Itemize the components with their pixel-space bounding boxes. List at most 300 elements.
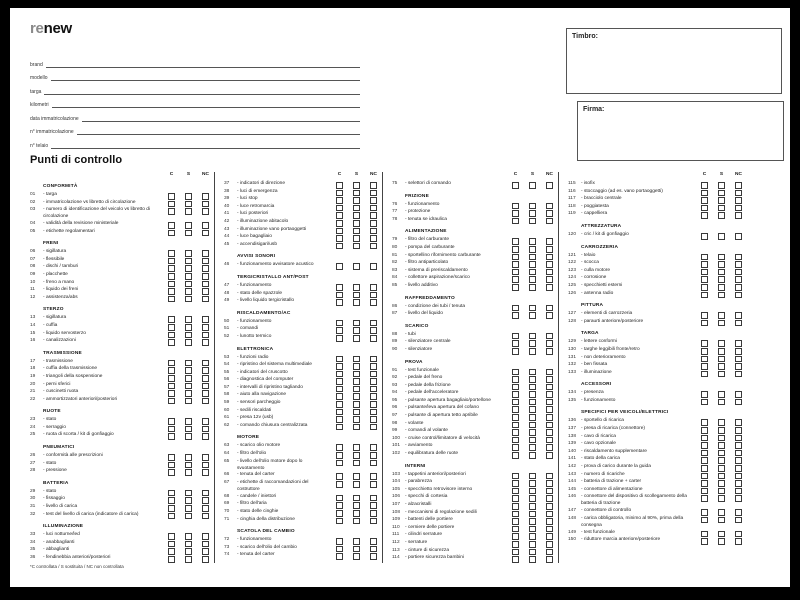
checkbox-s[interactable]: [353, 510, 360, 517]
checkbox-nc[interactable]: [202, 383, 209, 390]
checkbox-s[interactable]: [529, 238, 536, 245]
checkbox-c[interactable]: [336, 386, 343, 393]
checkbox-nc[interactable]: [546, 549, 553, 556]
checkbox-nc[interactable]: [370, 386, 377, 393]
checkbox-s[interactable]: [185, 556, 192, 563]
checkbox-c[interactable]: [701, 517, 708, 524]
checkbox-c[interactable]: [512, 348, 519, 355]
checkbox-s[interactable]: [185, 230, 192, 237]
checkbox-c[interactable]: [168, 505, 175, 512]
checkbox-nc[interactable]: [370, 190, 377, 197]
checkbox-nc[interactable]: [735, 276, 742, 283]
checkbox-s[interactable]: [529, 541, 536, 548]
checkbox-c[interactable]: [168, 556, 175, 563]
checkbox-nc[interactable]: [735, 363, 742, 370]
checkbox-c[interactable]: [336, 197, 343, 204]
checkbox-c[interactable]: [336, 518, 343, 525]
checkbox-s[interactable]: [718, 531, 725, 538]
checkbox-nc[interactable]: [370, 553, 377, 560]
checkbox-c[interactable]: [336, 553, 343, 560]
checkbox-c[interactable]: [512, 246, 519, 253]
checkbox-s[interactable]: [353, 444, 360, 451]
checkbox-s[interactable]: [718, 312, 725, 319]
checkbox-nc[interactable]: [735, 356, 742, 363]
checkbox-s[interactable]: [353, 378, 360, 385]
checkbox-s[interactable]: [353, 356, 360, 363]
checkbox-nc[interactable]: [735, 292, 742, 299]
checkbox-c[interactable]: [168, 281, 175, 288]
checkbox-nc[interactable]: [370, 284, 377, 291]
checkbox-s[interactable]: [529, 452, 536, 459]
checkbox-s[interactable]: [718, 276, 725, 283]
checkbox-c[interactable]: [512, 369, 519, 376]
checkbox-s[interactable]: [353, 363, 360, 370]
checkbox-s[interactable]: [353, 452, 360, 459]
checkbox-nc[interactable]: [370, 363, 377, 370]
checkbox-nc[interactable]: [370, 335, 377, 342]
checkbox-nc[interactable]: [735, 212, 742, 219]
checkbox-c[interactable]: [168, 360, 175, 367]
checkbox-nc[interactable]: [370, 243, 377, 250]
checkbox-c[interactable]: [512, 254, 519, 261]
checkbox-s[interactable]: [718, 495, 725, 502]
checkbox-c[interactable]: [701, 197, 708, 204]
checkbox-nc[interactable]: [546, 406, 553, 413]
checkbox-nc[interactable]: [546, 340, 553, 347]
checkbox-nc[interactable]: [546, 269, 553, 276]
checkbox-c[interactable]: [336, 235, 343, 242]
checkbox-c[interactable]: [336, 495, 343, 502]
checkbox-nc[interactable]: [370, 228, 377, 235]
checkbox-s[interactable]: [185, 222, 192, 229]
checkbox-s[interactable]: [718, 488, 725, 495]
checkbox-nc[interactable]: [202, 250, 209, 257]
checkbox-s[interactable]: [353, 553, 360, 560]
checkbox-nc[interactable]: [370, 320, 377, 327]
checkbox-nc[interactable]: [370, 205, 377, 212]
checkbox-nc[interactable]: [735, 399, 742, 406]
checkbox-c[interactable]: [512, 422, 519, 429]
checkbox-s[interactable]: [718, 340, 725, 347]
checkbox-nc[interactable]: [370, 393, 377, 400]
checkbox-nc[interactable]: [546, 511, 553, 518]
checkbox-nc[interactable]: [202, 230, 209, 237]
checkbox-s[interactable]: [185, 418, 192, 425]
checkbox-nc[interactable]: [735, 197, 742, 204]
checkbox-s[interactable]: [529, 503, 536, 510]
checkbox-s[interactable]: [718, 190, 725, 197]
checkbox-s[interactable]: [529, 348, 536, 355]
checkbox-nc[interactable]: [370, 502, 377, 509]
checkbox-s[interactable]: [353, 424, 360, 431]
checkbox-s[interactable]: [718, 205, 725, 212]
checkbox-c[interactable]: [701, 190, 708, 197]
checkbox-nc[interactable]: [546, 444, 553, 451]
form-field-writein-line[interactable]: [77, 126, 360, 135]
checkbox-nc[interactable]: [546, 333, 553, 340]
checkbox-c[interactable]: [336, 424, 343, 431]
checkbox-nc[interactable]: [202, 324, 209, 331]
checkbox-c[interactable]: [701, 442, 708, 449]
checkbox-nc[interactable]: [370, 460, 377, 467]
checkbox-nc[interactable]: [370, 220, 377, 227]
checkbox-nc[interactable]: [202, 390, 209, 397]
checkbox-nc[interactable]: [202, 541, 209, 548]
checkbox-s[interactable]: [529, 210, 536, 217]
checkbox-s[interactable]: [529, 495, 536, 502]
checkbox-nc[interactable]: [546, 414, 553, 421]
checkbox-nc[interactable]: [546, 276, 553, 283]
checkbox-c[interactable]: [512, 269, 519, 276]
checkbox-nc[interactable]: [202, 281, 209, 288]
form-field-writein-line[interactable]: [82, 113, 360, 122]
checkbox-s[interactable]: [718, 435, 725, 442]
checkbox-nc[interactable]: [735, 465, 742, 472]
checkbox-nc[interactable]: [202, 222, 209, 229]
checkbox-nc[interactable]: [202, 201, 209, 208]
checkbox-c[interactable]: [701, 457, 708, 464]
checkbox-s[interactable]: [529, 488, 536, 495]
checkbox-c[interactable]: [168, 265, 175, 272]
checkbox-c[interactable]: [701, 538, 708, 545]
checkbox-c[interactable]: [701, 320, 708, 327]
checkbox-c[interactable]: [512, 276, 519, 283]
checkbox-s[interactable]: [353, 502, 360, 509]
checkbox-c[interactable]: [336, 371, 343, 378]
checkbox-nc[interactable]: [202, 360, 209, 367]
checkbox-s[interactable]: [529, 376, 536, 383]
checkbox-s[interactable]: [353, 299, 360, 306]
checkbox-c[interactable]: [701, 212, 708, 219]
checkbox-c[interactable]: [336, 460, 343, 467]
checkbox-c[interactable]: [512, 203, 519, 210]
checkbox-s[interactable]: [353, 263, 360, 270]
checkbox-c[interactable]: [336, 182, 343, 189]
checkbox-s[interactable]: [718, 254, 725, 261]
checkbox-nc[interactable]: [546, 429, 553, 436]
checkbox-s[interactable]: [353, 212, 360, 219]
checkbox-c[interactable]: [701, 450, 708, 457]
checkbox-s[interactable]: [185, 390, 192, 397]
checkbox-nc[interactable]: [735, 435, 742, 442]
checkbox-nc[interactable]: [546, 399, 553, 406]
checkbox-c[interactable]: [336, 546, 343, 553]
checkbox-s[interactable]: [185, 548, 192, 555]
checkbox-s[interactable]: [185, 250, 192, 257]
checkbox-c[interactable]: [701, 465, 708, 472]
checkbox-c[interactable]: [336, 212, 343, 219]
checkbox-nc[interactable]: [546, 556, 553, 563]
checkbox-nc[interactable]: [735, 348, 742, 355]
checkbox-s[interactable]: [718, 182, 725, 189]
checkbox-c[interactable]: [701, 391, 708, 398]
checkbox-s[interactable]: [718, 442, 725, 449]
checkbox-s[interactable]: [718, 538, 725, 545]
checkbox-s[interactable]: [529, 333, 536, 340]
checkbox-nc[interactable]: [546, 246, 553, 253]
checkbox-nc[interactable]: [370, 424, 377, 431]
checkbox-s[interactable]: [353, 292, 360, 299]
checkbox-nc[interactable]: [202, 426, 209, 433]
checkbox-c[interactable]: [512, 391, 519, 398]
checkbox-c[interactable]: [336, 205, 343, 212]
checkbox-nc[interactable]: [546, 488, 553, 495]
checkbox-s[interactable]: [718, 457, 725, 464]
checkbox-nc[interactable]: [370, 263, 377, 270]
checkbox-nc[interactable]: [370, 409, 377, 416]
checkbox-c[interactable]: [168, 273, 175, 280]
checkbox-c[interactable]: [168, 339, 175, 346]
checkbox-c[interactable]: [168, 201, 175, 208]
checkbox-s[interactable]: [185, 375, 192, 382]
checkbox-s[interactable]: [529, 369, 536, 376]
checkbox-c[interactable]: [701, 371, 708, 378]
checkbox-c[interactable]: [512, 444, 519, 451]
checkbox-nc[interactable]: [735, 473, 742, 480]
checkbox-s[interactable]: [529, 246, 536, 253]
checkbox-nc[interactable]: [202, 316, 209, 323]
checkbox-s[interactable]: [529, 429, 536, 436]
checkbox-c[interactable]: [168, 497, 175, 504]
checkbox-s[interactable]: [185, 208, 192, 215]
checkbox-nc[interactable]: [546, 305, 553, 312]
checkbox-s[interactable]: [353, 386, 360, 393]
checkbox-s[interactable]: [529, 533, 536, 540]
checkbox-nc[interactable]: [735, 284, 742, 291]
checkbox-c[interactable]: [701, 495, 708, 502]
checkbox-s[interactable]: [529, 518, 536, 525]
checkbox-c[interactable]: [512, 210, 519, 217]
checkbox-s[interactable]: [185, 454, 192, 461]
checkbox-c[interactable]: [701, 488, 708, 495]
checkbox-nc[interactable]: [546, 348, 553, 355]
checkbox-c[interactable]: [512, 518, 519, 525]
checkbox-s[interactable]: [353, 416, 360, 423]
checkbox-s[interactable]: [529, 549, 536, 556]
checkbox-c[interactable]: [512, 384, 519, 391]
checkbox-c[interactable]: [512, 238, 519, 245]
checkbox-nc[interactable]: [735, 312, 742, 319]
checkbox-s[interactable]: [353, 190, 360, 197]
checkbox-nc[interactable]: [370, 452, 377, 459]
checkbox-c[interactable]: [701, 473, 708, 480]
checkbox-s[interactable]: [185, 296, 192, 303]
checkbox-c[interactable]: [512, 549, 519, 556]
checkbox-s[interactable]: [185, 469, 192, 476]
checkbox-s[interactable]: [353, 495, 360, 502]
checkbox-s[interactable]: [529, 444, 536, 451]
checkbox-nc[interactable]: [370, 212, 377, 219]
checkbox-c[interactable]: [701, 348, 708, 355]
checkbox-c[interactable]: [168, 316, 175, 323]
form-field-writein-line[interactable]: [46, 59, 360, 68]
checkbox-s[interactable]: [718, 465, 725, 472]
checkbox-nc[interactable]: [735, 517, 742, 524]
checkbox-s[interactable]: [718, 363, 725, 370]
checkbox-c[interactable]: [336, 538, 343, 545]
checkbox-s[interactable]: [529, 526, 536, 533]
checkbox-nc[interactable]: [735, 480, 742, 487]
checkbox-c[interactable]: [701, 531, 708, 538]
checkbox-nc[interactable]: [546, 312, 553, 319]
checkbox-s[interactable]: [529, 269, 536, 276]
checkbox-s[interactable]: [529, 203, 536, 210]
checkbox-c[interactable]: [512, 503, 519, 510]
checkbox-c[interactable]: [512, 406, 519, 413]
checkbox-nc[interactable]: [735, 509, 742, 516]
checkbox-s[interactable]: [353, 473, 360, 480]
stamp-box[interactable]: [566, 28, 782, 94]
checkbox-c[interactable]: [512, 333, 519, 340]
checkbox-s[interactable]: [185, 497, 192, 504]
checkbox-c[interactable]: [512, 305, 519, 312]
checkbox-c[interactable]: [701, 182, 708, 189]
checkbox-s[interactable]: [185, 398, 192, 405]
checkbox-s[interactable]: [353, 182, 360, 189]
checkbox-c[interactable]: [512, 399, 519, 406]
checkbox-s[interactable]: [185, 288, 192, 295]
checkbox-nc[interactable]: [370, 197, 377, 204]
checkbox-nc[interactable]: [546, 473, 553, 480]
checkbox-s[interactable]: [718, 450, 725, 457]
checkbox-nc[interactable]: [370, 299, 377, 306]
checkbox-s[interactable]: [353, 220, 360, 227]
checkbox-nc[interactable]: [735, 427, 742, 434]
checkbox-s[interactable]: [185, 513, 192, 520]
checkbox-nc[interactable]: [546, 422, 553, 429]
checkbox-c[interactable]: [336, 190, 343, 197]
checkbox-nc[interactable]: [546, 210, 553, 217]
checkbox-c[interactable]: [168, 222, 175, 229]
checkbox-nc[interactable]: [735, 531, 742, 538]
checkbox-nc[interactable]: [202, 296, 209, 303]
checkbox-nc[interactable]: [370, 473, 377, 480]
checkbox-s[interactable]: [718, 356, 725, 363]
checkbox-nc[interactable]: [202, 505, 209, 512]
checkbox-s[interactable]: [529, 218, 536, 225]
checkbox-c[interactable]: [336, 292, 343, 299]
checkbox-nc[interactable]: [202, 265, 209, 272]
checkbox-c[interactable]: [336, 335, 343, 342]
checkbox-c[interactable]: [512, 182, 519, 189]
checkbox-c[interactable]: [168, 469, 175, 476]
checkbox-c[interactable]: [336, 263, 343, 270]
checkbox-nc[interactable]: [370, 416, 377, 423]
checkbox-nc[interactable]: [202, 490, 209, 497]
checkbox-nc[interactable]: [202, 375, 209, 382]
checkbox-nc[interactable]: [370, 356, 377, 363]
checkbox-c[interactable]: [512, 284, 519, 291]
checkbox-s[interactable]: [718, 261, 725, 268]
checkbox-c[interactable]: [701, 363, 708, 370]
checkbox-s[interactable]: [185, 462, 192, 469]
checkbox-nc[interactable]: [735, 190, 742, 197]
checkbox-nc[interactable]: [735, 340, 742, 347]
checkbox-s[interactable]: [185, 273, 192, 280]
checkbox-s[interactable]: [185, 533, 192, 540]
checkbox-c[interactable]: [701, 480, 708, 487]
checkbox-c[interactable]: [168, 288, 175, 295]
checkbox-s[interactable]: [718, 473, 725, 480]
checkbox-s[interactable]: [529, 473, 536, 480]
checkbox-nc[interactable]: [546, 526, 553, 533]
checkbox-nc[interactable]: [202, 533, 209, 540]
checkbox-nc[interactable]: [546, 495, 553, 502]
checkbox-nc[interactable]: [735, 391, 742, 398]
checkbox-nc[interactable]: [546, 452, 553, 459]
checkbox-s[interactable]: [529, 261, 536, 268]
checkbox-nc[interactable]: [546, 541, 553, 548]
checkbox-s[interactable]: [718, 391, 725, 398]
checkbox-s[interactable]: [185, 367, 192, 374]
checkbox-c[interactable]: [336, 220, 343, 227]
checkbox-c[interactable]: [336, 444, 343, 451]
checkbox-c[interactable]: [701, 509, 708, 516]
checkbox-s[interactable]: [529, 399, 536, 406]
checkbox-nc[interactable]: [202, 513, 209, 520]
checkbox-c[interactable]: [512, 429, 519, 436]
form-field-writein-line[interactable]: [51, 140, 360, 149]
checkbox-c[interactable]: [512, 473, 519, 480]
checkbox-nc[interactable]: [202, 208, 209, 215]
checkbox-c[interactable]: [512, 312, 519, 319]
checkbox-nc[interactable]: [546, 437, 553, 444]
checkbox-nc[interactable]: [370, 444, 377, 451]
checkbox-s[interactable]: [185, 490, 192, 497]
checkbox-c[interactable]: [336, 228, 343, 235]
checkbox-s[interactable]: [185, 383, 192, 390]
checkbox-s[interactable]: [185, 505, 192, 512]
checkbox-s[interactable]: [529, 305, 536, 312]
checkbox-nc[interactable]: [202, 462, 209, 469]
checkbox-nc[interactable]: [202, 273, 209, 280]
checkbox-s[interactable]: [353, 401, 360, 408]
checkbox-c[interactable]: [336, 243, 343, 250]
checkbox-c[interactable]: [336, 452, 343, 459]
checkbox-c[interactable]: [168, 375, 175, 382]
signature-box[interactable]: [577, 101, 784, 161]
checkbox-c[interactable]: [168, 230, 175, 237]
checkbox-s[interactable]: [718, 419, 725, 426]
checkbox-s[interactable]: [718, 233, 725, 240]
checkbox-s[interactable]: [185, 281, 192, 288]
checkbox-c[interactable]: [512, 495, 519, 502]
checkbox-nc[interactable]: [370, 327, 377, 334]
checkbox-c[interactable]: [701, 284, 708, 291]
checkbox-c[interactable]: [701, 427, 708, 434]
checkbox-nc[interactable]: [370, 292, 377, 299]
checkbox-nc[interactable]: [370, 538, 377, 545]
checkbox-nc[interactable]: [202, 556, 209, 563]
checkbox-c[interactable]: [512, 340, 519, 347]
checkbox-s[interactable]: [353, 546, 360, 553]
checkbox-c[interactable]: [168, 208, 175, 215]
checkbox-nc[interactable]: [202, 418, 209, 425]
checkbox-s[interactable]: [353, 235, 360, 242]
checkbox-c[interactable]: [701, 312, 708, 319]
checkbox-s[interactable]: [718, 509, 725, 516]
checkbox-nc[interactable]: [735, 419, 742, 426]
checkbox-c[interactable]: [701, 399, 708, 406]
checkbox-c[interactable]: [512, 556, 519, 563]
checkbox-nc[interactable]: [546, 254, 553, 261]
checkbox-c[interactable]: [512, 261, 519, 268]
checkbox-c[interactable]: [701, 435, 708, 442]
checkbox-c[interactable]: [701, 254, 708, 261]
checkbox-s[interactable]: [529, 391, 536, 398]
checkbox-s[interactable]: [718, 197, 725, 204]
checkbox-c[interactable]: [168, 426, 175, 433]
